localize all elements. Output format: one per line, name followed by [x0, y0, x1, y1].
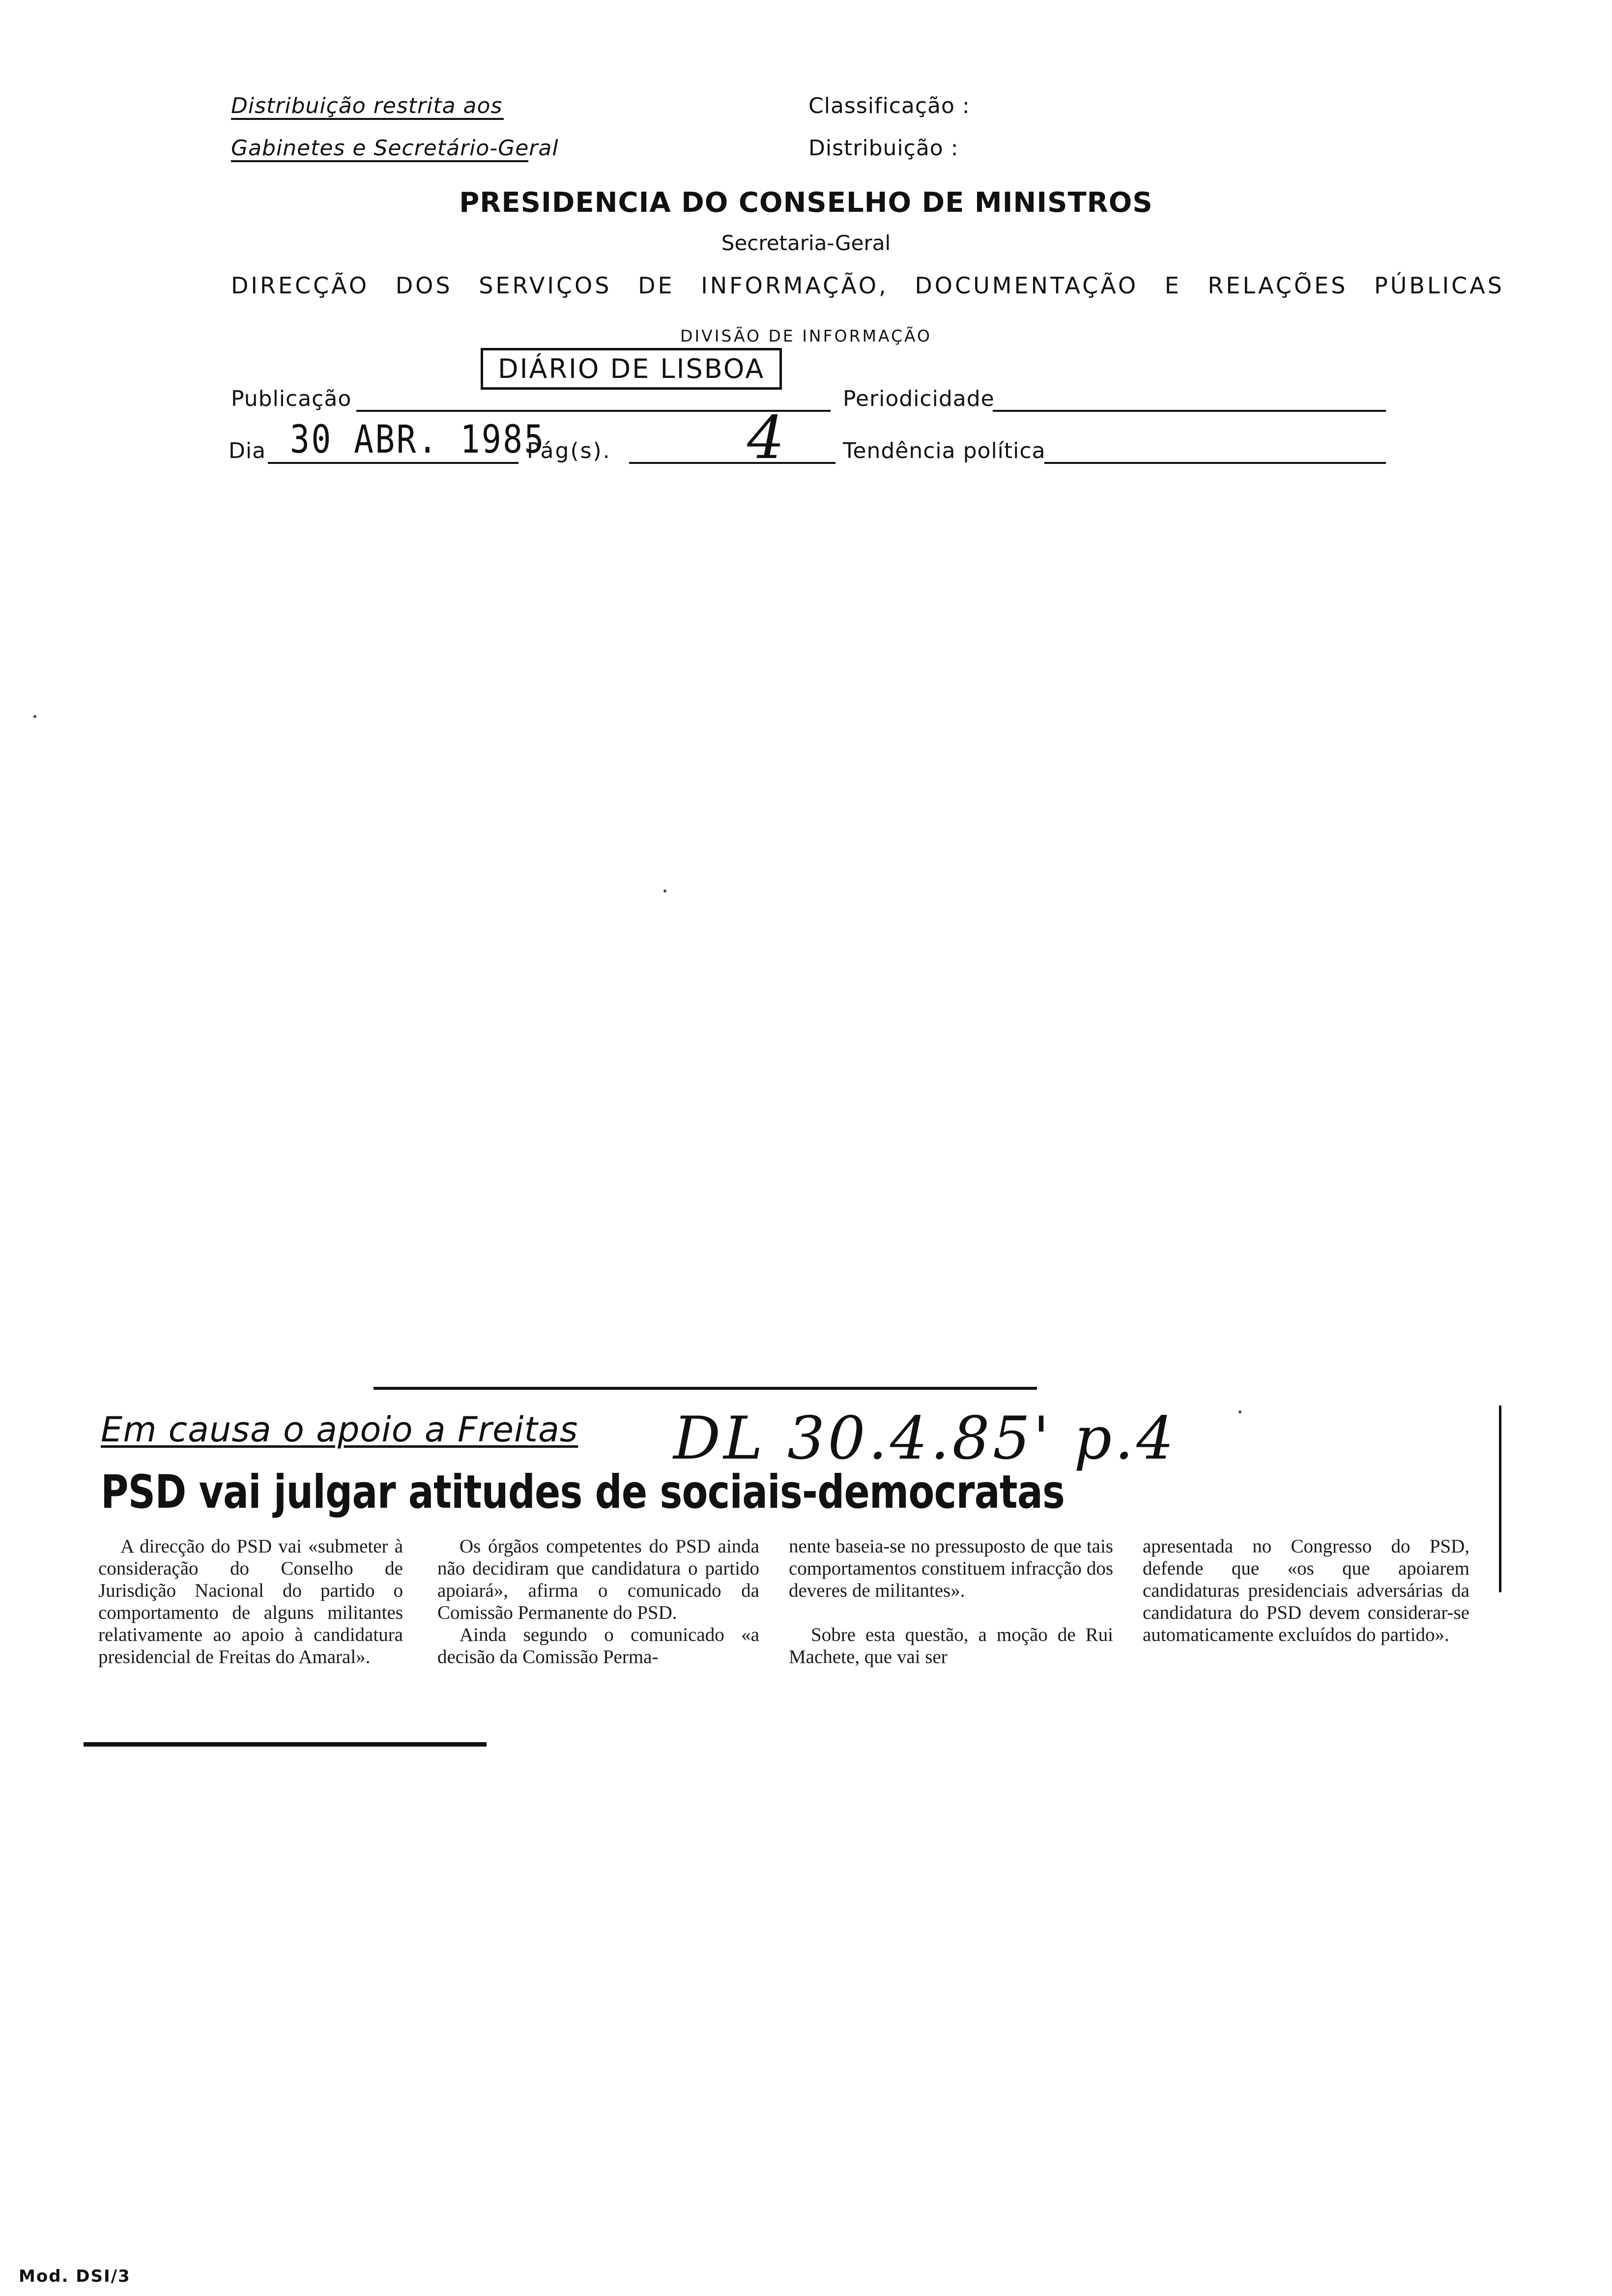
clipping-top-rule	[374, 1387, 1037, 1390]
classification-label: Classificação :	[808, 93, 970, 118]
publication-label: Publicação	[231, 386, 352, 411]
day-label: Dia	[229, 438, 266, 463]
article-paragraph: Os órgãos competentes do PSD ainda não decidiram que candidatura o partido apoiará», afirma o comunicado da Comissão Permanente do PSD.	[437, 1536, 759, 1623]
presidency-title: PRESIDENCIA DO CONSELHO DE MINISTROS	[459, 187, 1153, 219]
pages-label: Pág(s).	[527, 438, 611, 463]
article-paragraph: apresentada no Congresso do PSD, defende que «os que apoiarem candidaturas presidenciais adversárias da candidatura do PSD devem considerar-se automaticamente excluídos do partido».	[1143, 1536, 1469, 1645]
pages-handwritten-value: 4	[747, 404, 785, 472]
pages-field-line	[629, 462, 835, 464]
article-kicker: Em causa o apoio a Freitas	[101, 1409, 578, 1450]
handwritten-reference: DL 30.4.85' p.4	[673, 1405, 1177, 1473]
division-label: DIVISÃO DE INFORMAÇÃO	[680, 326, 932, 345]
restricted-underline-2	[231, 160, 528, 162]
scan-speck	[663, 890, 666, 892]
article-column-4	[1143, 1535, 1469, 1646]
restricted-distribution-line1: Distribuição restrita aos	[231, 93, 503, 118]
article-paragraph: nente baseia-se no pressuposto de que tais comportamentos constituem infracção dos deveres de militantes».	[789, 1536, 1113, 1601]
tendency-label: Tendência política	[843, 438, 1046, 463]
day-field-line	[268, 462, 518, 464]
tendency-field-line	[1044, 462, 1386, 464]
secretariat-subtitle: Secretaria-Geral	[721, 231, 891, 255]
periodicity-label: Periodicidade	[843, 386, 995, 411]
scan-speck	[1238, 1410, 1241, 1413]
scan-speck	[33, 715, 36, 718]
article-column-3	[789, 1535, 1113, 1668]
article-paragraph: Sobre esta questão, a moção de Rui Machete, que vai ser	[789, 1624, 1113, 1667]
date-stamp: 30 ABR. 1985	[290, 418, 546, 462]
periodicity-field-line	[993, 410, 1386, 412]
article-column-2	[437, 1535, 759, 1668]
directorate-line: DIRECÇÃO DOS SERVIÇOS DE INFORMAÇÃO, DOCUMENTAÇÃO E RELAÇÕES PÚBLICAS	[231, 272, 1504, 299]
article-paragraph: Ainda segundo o comunicado «a decisão da Comissão Perma-	[437, 1624, 759, 1667]
restricted-distribution-line2: Gabinetes e Secretário-Geral	[231, 136, 559, 161]
distribution-label: Distribuição :	[808, 136, 959, 161]
article-column-1	[98, 1535, 403, 1668]
restricted-underline-1	[231, 118, 504, 120]
article-paragraph: A direcção do PSD vai «submeter à consideração do Conselho de Jurisdição Nacional do partido o comportamento de alguns militantes relativamente ao apoio à candidatura presidencial de Freitas do Amaral».	[98, 1536, 403, 1667]
clipping-right-edge	[1499, 1406, 1501, 1592]
article-headline: PSD vai julgar atitudes de sociais-democratas	[101, 1465, 1065, 1519]
form-code: Mod. DSI/3	[19, 2267, 131, 2286]
clipping-bottom-rule	[84, 1742, 487, 1747]
publication-stamp: DIÁRIO DE LISBOA	[481, 348, 782, 390]
